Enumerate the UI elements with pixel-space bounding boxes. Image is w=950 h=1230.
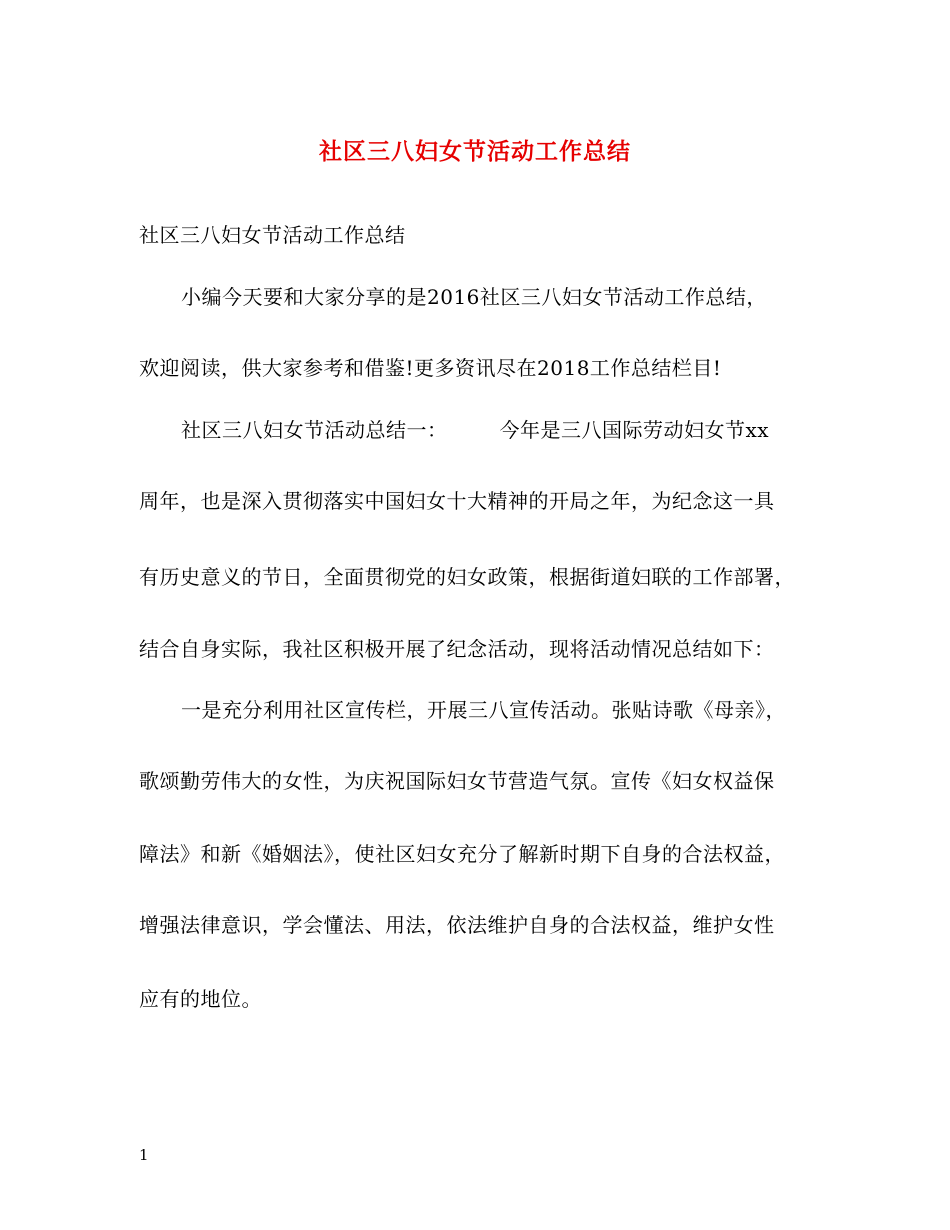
paragraph-line <box>181 417 769 443</box>
paragraph-line: 一是充分利用社区宣传栏，开展三八宣传活动。张贴诗歌《母亲》， <box>181 698 786 722</box>
paragraph-line: 欢迎阅读，供大家参考和借鉴!更多资讯尽在2018工作总结栏目! <box>139 356 722 380</box>
paragraph-line: 应有的地位。 <box>139 987 262 1011</box>
paragraph-line: 增强法律意识，学会懂法、用法，依法维护自身的合法权益，维护女性 <box>139 913 775 937</box>
section-heading: 社区三八妇女节活动总结一： <box>181 418 448 442</box>
document-subtitle: 社区三八妇女节活动工作总结 <box>139 223 406 247</box>
document-title: 社区三八妇女节活动工作总结 <box>319 138 631 165</box>
paragraph-line: 小编今天要和大家分享的是2016社区三八妇女节活动工作总结， <box>181 285 767 309</box>
paragraph-line: 有历史意义的节日，全面贯彻党的妇女政策，根据街道妇联的工作部署， <box>139 565 795 589</box>
paragraph-line: 周年，也是深入贯彻落实中国妇女十大精神的开局之年，为纪念这一具 <box>139 489 775 513</box>
paragraph-line: 结合自身实际，我社区积极开展了纪念活动，现将活动情况总结如下： <box>139 637 775 661</box>
paragraph-text: 今年是三八国际劳动妇女节xx <box>499 418 770 442</box>
paragraph-line: 歌颂勤劳伟大的女性，为庆祝国际妇女节营造气氛。宣传《妇女权益保 <box>139 769 775 793</box>
page-number: 1 <box>139 1146 149 1164</box>
paragraph-line: 障法》和新《婚姻法》，使社区妇女充分了解新时期下自身的合法权益， <box>139 842 785 866</box>
